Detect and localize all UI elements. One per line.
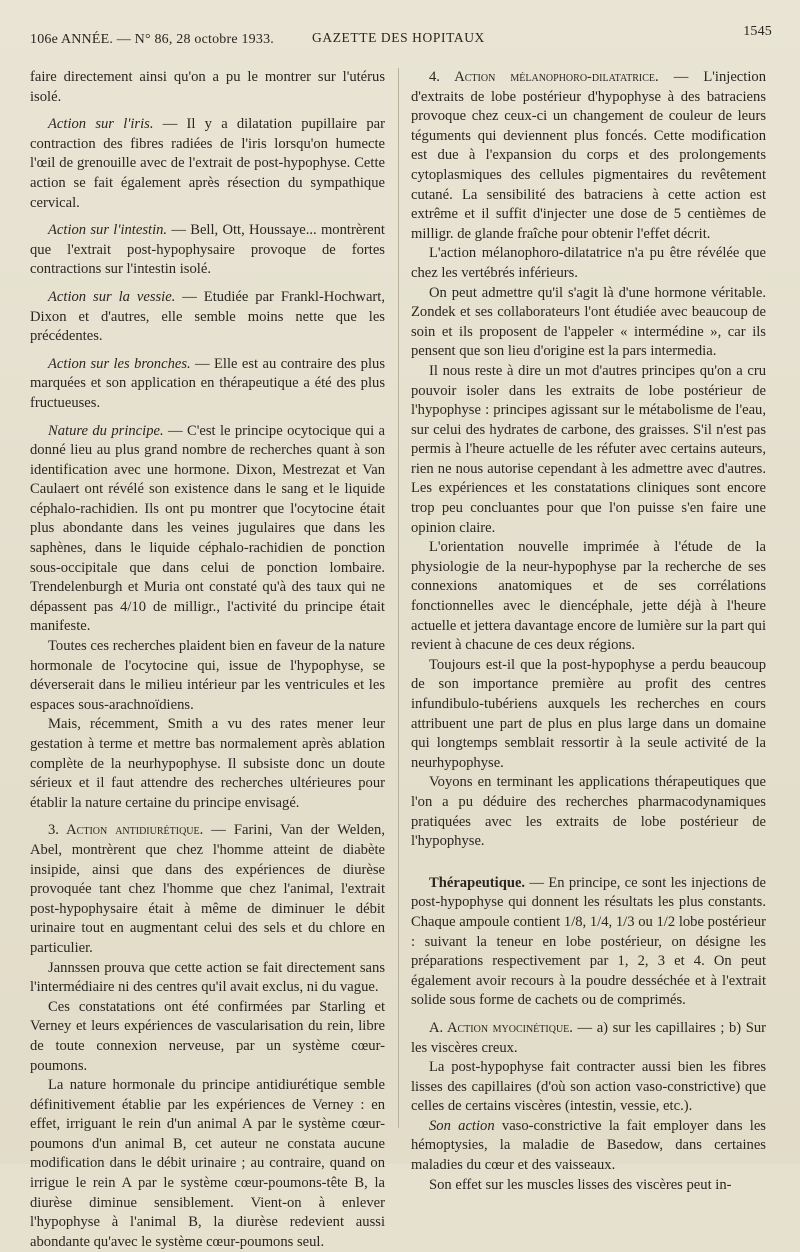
paragraph-lead: Action sur l'intestin. — [48, 222, 168, 239]
paragraph-lead: 4. Action mélanophoro-dilatatrice. — [429, 69, 659, 85]
paragraph: La nature hormonale du principe antidiurétique semble définitivement établie par les expériences de Verney : en effet, irriguant le rein d'un animal A par le système cœur-poumons d'un animal B, cet auteur ne constata aucune modification dans le débit urinaire ; au contraire, quand on irrigue le rein A par le système cœur-poumons-tête B, la diurèse diminue sensiblement. Vient-on à enlever l'hypophyse à l'animal B, la diurèse redevient aussi abondante qu'avec le système cœur-poumons seul. — [30, 1077, 385, 1250]
paragraph: Action sur la vessie. — Etudiée par Frankl-Hochwart, Dixon et d'autres, elle semble moins nette que les précédentes. — [30, 288, 385, 345]
paragraph: 3. Action antidiurétique. — Farini, Van der Welden, Abel, montrèrent que chez l'homme atteint de diabète insipide, ainsi que dans des expériences de diurèse provoquée tant chez l'homme que chez l'animal, l'extrait post-hypophysaire était à même de diminuer le débit urinaire tout en augmentant celui des sels et du chlore en particulier. — [30, 822, 385, 956]
paragraph: Son action vaso-constrictive la fait employer dans les hémoptysies, la maladie de Basedow, dans certaines maladies du cœur et des vaisseaux. — [411, 1117, 766, 1174]
paragraph: A. Action myocinétique. — a) sur les capillaires ; b) Sur les viscères creux. — [411, 1019, 766, 1056]
paragraph: On peut admettre qu'il s'agit là d'une hormone véritable. Zondek et ses collaborateurs l'ont étudiée avec beaucoup de soin et ils proposent de l'appeler « intermédine », car ils pensent que son lieu d'origine est la pars intermedia. — [411, 284, 766, 360]
paragraph: Action sur l'iris. — Il y a dilatation pupillaire par contraction des fibres radiées de l'iris lorsqu'on humecte l'œil de grenouille avec de l'extrait de post-hypophyse. Cette action se fait également après résection du sympathique cervical. — [30, 116, 386, 211]
paragraph: Il nous reste à dire un mot d'autres principes qu'on a cru pouvoir isoler dans les extraits de lobe postérieur de l'hypophyse : principes agissant sur le métabolisme de l'eau, sur celui des hydrates de carbone, des graisses. S'il n'est pas permis à l'heure actuelle de les réfuter avec certains auteurs, rien ne nous autorise cependant à les admettre avec d'autres. Les expériences et les constatations cliniques sont encore trop peu concluantes pour que l'on puisse s'en faire une opinion claire. — [411, 362, 766, 536]
left-column — [30, 68, 386, 1250]
paragraph-lead: A. Action myocinétique. — [429, 1019, 573, 1036]
paragraph: Voyons en terminant les applications thérapeutiques que l'on a pu déduire des recherches pharmacodynamiques pratiquées avec les extraits de lobe postérieur de l'hypophyse. — [411, 774, 766, 850]
paragraph: Jannssen prouva que cette action se fait directement sans l'intermédiaire ni des centres qu'il avait exclus, ni du vague. — [30, 959, 385, 996]
journal-title: GAZETTE DES HOPITAUX — [312, 30, 485, 45]
page-header — [30, 22, 772, 52]
column-divider — [398, 68, 399, 1128]
issue-info: 106e ANNÉE. — N° 86, 28 octobre 1933. — [30, 32, 274, 47]
paragraph: Thérapeutique. — En principe, ce sont les injections de post-hypophyse qui donnent les résultats les plus constants. Chaque ampoule contient 1/8, 1/4, 1/3 ou 1/2 lobe postérieur : suivant la teneur en lobe postérieur, on désigne les préparations respectivement par 1, 2, 3 et 4. On peut également avoir recours à la poudre desséchée et à l'extrait solide sous forme de cachets ou de comprimés. — [411, 874, 766, 1009]
paragraph: L'action mélanophoro-dilatatrice n'a pu être révélée que chez les vertébrés inférieurs. — [411, 245, 766, 281]
paragraph-lead: Action sur les bronches. — [48, 355, 191, 372]
paragraph: Toujours est-il que la post-hypophyse a perdu beaucoup de son importance première au profit des centres infundibulo-tubériens auxquels les recherches en cours attribuent une part de plus en plus large dans un domaine qui longtemps semblait ressortir à la seule activité de la neurhypophyse. — [411, 656, 766, 771]
paragraph: Nature du principe. — C'est le principe ocytocique qui a donné lieu au plus grand nombre de recherches quant à son identification avec une hormone. Dixon, Mestrezat et Van Caulaert ont révélé son existence dans le sang et le liquide céphalo-rachidien. Ils ont pu montrer que l'ocytocine était plus abondante dans les veines jugulaires que dans les saphènes, dans le liquide céphalo-rachidien de ponction sous-occipitale que dans celui de ponction lombaire. Trendelenburgh et Muria ont constaté qu'à des taux qui ne dépassent pas 4/10 de milligr., l'activité du principe était manifeste. — [30, 422, 385, 635]
paragraph: Mais, récemment, Smith a vu des rates mener leur gestation à terme et mettre bas normalement après ablation complète de la neurhypophyse. Il subsiste donc un doute sérieux et il faut attendre des recherches ultérieures pour établir la nature certaine du principe envisagé. — [30, 716, 385, 811]
paragraph-lead: Nature du principe. — [48, 422, 164, 439]
paragraph: Toutes ces recherches plaident bien en faveur de la nature hormonale de l'ocytocine qui, issue de l'hypophyse, se déverserait dans le milieu intérieur par les ventricules et les espaces sous-arachnoïdiens. — [30, 638, 385, 713]
paragraph: 4. Action mélanophoro-dilatatrice. — L'injection d'extraits de lobe postérieur d'hypophyse à des batraciens provoque chez ceux-ci un changement de couleur de leurs téguments qui deviennent plus foncés. Cette modification est due à l'expansion du corps et des prolongements cytoplasmiques des cellules pigmentaires du revêtement cutané. La sensibilité des batraciens à cette action est extrême et il suffit d'injecter une dose de 5 centièmes de milligr. de glande fraîche pour obtenir l'effet décrit. — [411, 69, 766, 242]
paragraph-lead: Son action — [429, 1117, 495, 1134]
paragraph: Son effet sur les muscles lisses des viscères peut in- — [429, 1176, 732, 1193]
paragraph: faire directement ainsi qu'on a pu le montrer sur l'utérus isolé. — [30, 69, 385, 105]
paragraph: Ces constatations ont été confirmées par Starling et Verney et leurs expériences de vascularisation du rein, libre de toute connexion nerveuse, par un système cœur-poumons. — [30, 998, 385, 1074]
paragraph-lead: Thérapeutique. — [429, 874, 526, 891]
paragraph-lead: Action sur l'iris. — [48, 116, 154, 133]
paragraph: Action sur les bronches. — Elle est au contraire des plus marquées et son application en thérapeutique a été des plus fructueuses. — [30, 355, 385, 411]
paragraph: Action sur l'intestin. — Bell, Ott, Houssaye... montrèrent que l'extrait post-hypophysaire provoque de fortes contractions sur l'intestin isolé. — [30, 222, 385, 278]
paragraph: La post-hypophyse fait contracter aussi bien les fibres lisses des capillaires (d'où son action vaso-constrictive) que celles de certains viscères (intestin, vessie, etc.). — [411, 1059, 766, 1115]
paragraph: L'orientation nouvelle imprimée à l'étude de la physiologie de la neur-hypophyse par la recherche de ses connexions anatomiques et de ses corrélations fonctionnelles avec le diencéphale, jette déjà à l'heure actuelle et jettera davantage encore de lumière sur la part qui revient à chacune de ces deux régions. — [411, 539, 766, 654]
paragraph-lead: Action sur la vessie. — [48, 288, 176, 305]
page-number: 1545 — [743, 24, 772, 39]
right-column — [411, 68, 766, 1193]
paragraph-lead: 3. Action antidiurétique. — [48, 822, 204, 839]
